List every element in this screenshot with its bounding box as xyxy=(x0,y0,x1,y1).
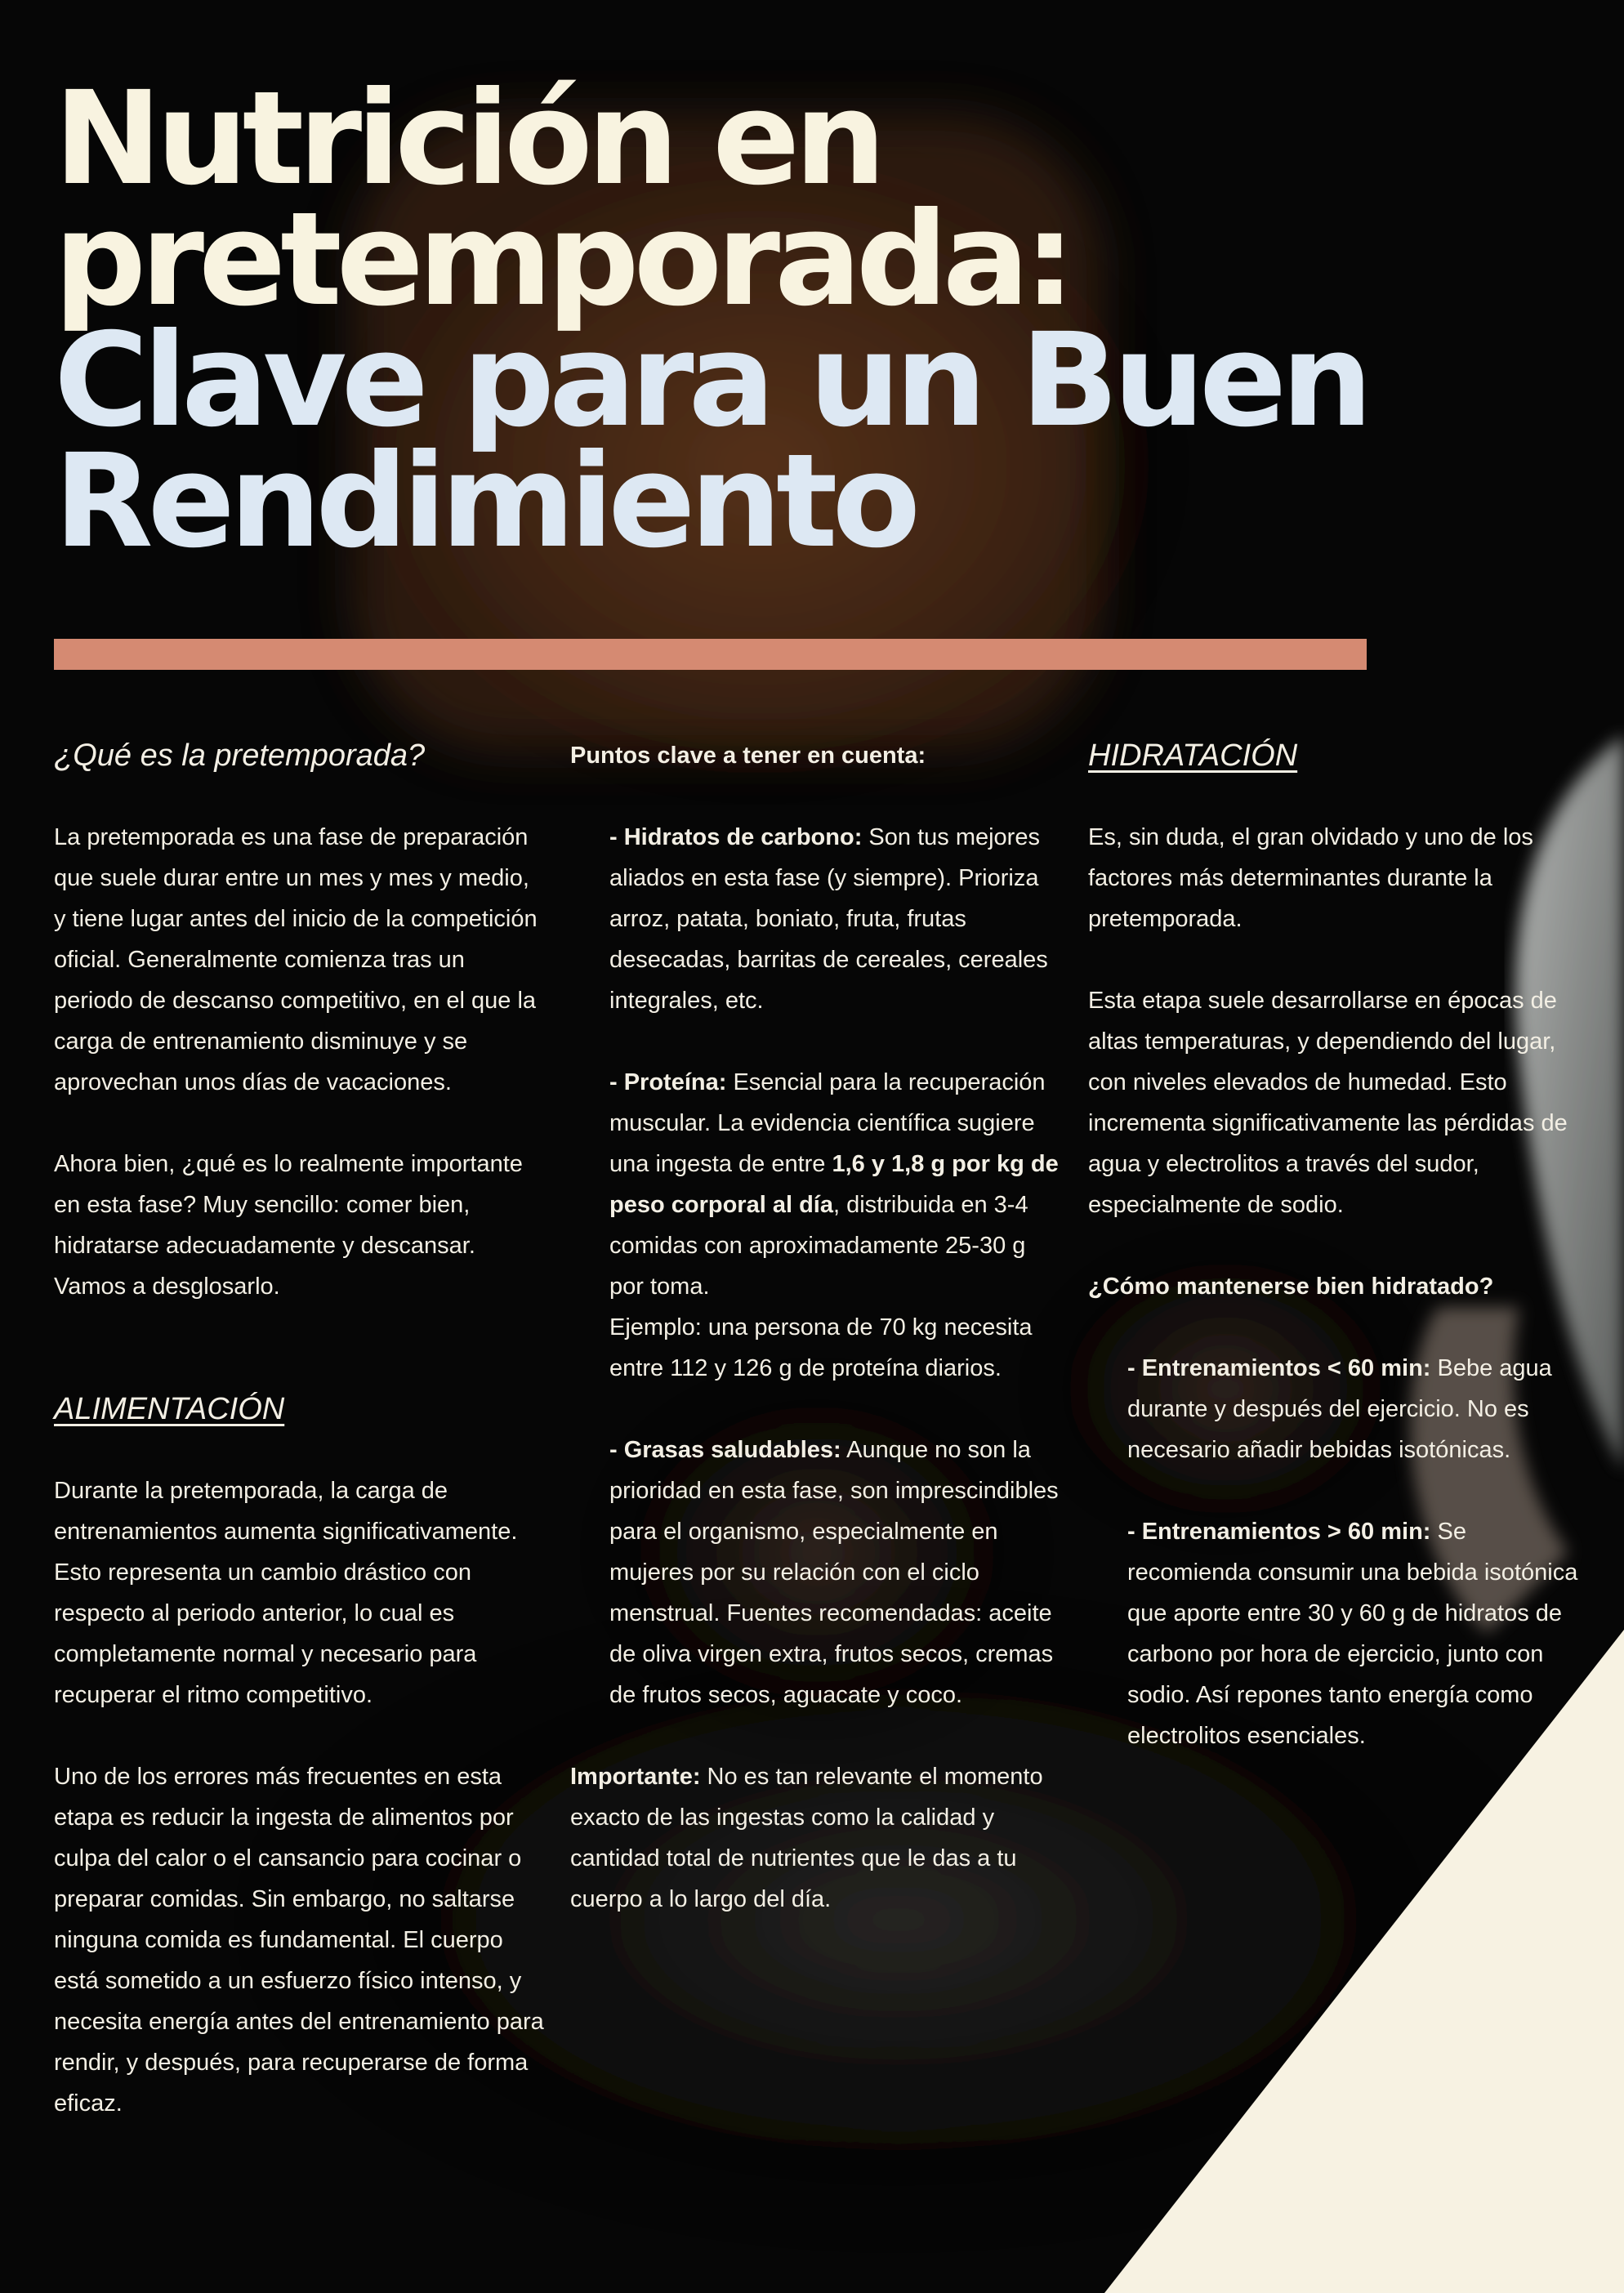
column-2 xyxy=(570,735,1060,1920)
section-heading-alimentacion: ALIMENTACIÓN xyxy=(54,1392,285,1426)
heading-key-points: Puntos clave a tener en cuenta: xyxy=(570,743,926,769)
important-note xyxy=(570,1756,1060,1920)
label-important: Importante: xyxy=(570,1764,701,1790)
subheading-hydration: ¿Cómo mantenerse bien hidratado? xyxy=(1088,1274,1494,1300)
title-line-2: Clave para un Buen Rendimiento xyxy=(54,306,1367,577)
text-carbs: Son tus mejores aliados en esta fase (y siempre). Prioriza arroz, patata, boniato, fruta, frutas desecadas, barritas de cereales, cereales integrales, etc. xyxy=(609,824,1048,1014)
title-line-1: Nutrición en pretemporada: xyxy=(54,64,1070,335)
paragraph: Ahora bien, ¿qué es lo realmente importante en esta fase? Muy sencillo: comer bien, hidratarse adecuadamente y descansar. Vamos a desglosarlo. xyxy=(54,1151,523,1300)
accent-bar xyxy=(54,639,1367,670)
section-heading-hidratacion: HIDRATACIÓN xyxy=(1088,738,1298,773)
protein-example: Ejemplo: una persona de 70 kg necesita entre 112 y 126 g de proteína diarios. xyxy=(609,1314,1033,1381)
page-title xyxy=(54,64,1524,577)
list-item-protein xyxy=(609,1062,1060,1307)
label-over-60: - Entrenamientos > 60 min: xyxy=(1127,1519,1431,1545)
paragraph: Esta etapa suele desarrollarse en épocas de altas temperaturas, y dependiendo del lugar, con niveles elevados de humedad. Esto incrementa significativamente las pérdidas de agua y electrolitos a través del sudor, especialmente de sodio. xyxy=(1088,988,1568,1218)
list-item-under-60 xyxy=(1127,1348,1586,1470)
list-item-carbs xyxy=(609,817,1060,1021)
heading-what-is-preseason: ¿Qué es la pretemporada? xyxy=(54,738,426,773)
label-protein: - Proteína: xyxy=(609,1069,727,1095)
text-protein-bold: 1,6 y 1,8 g por kg de peso corporal al día xyxy=(609,1151,1059,1218)
column-1 xyxy=(54,735,544,2124)
label-under-60: - Entrenamientos < 60 min: xyxy=(1127,1355,1431,1381)
text-protein-1: Esencial para la recuperación muscular. La evidencia científica sugiere una ingesta de entre xyxy=(609,1069,1046,1177)
column-3 xyxy=(1088,735,1586,1756)
paragraph: La pretemporada es una fase de preparación que suele durar entre un mes y mes y medio, y tiene lugar antes del inicio de la competición oficial. Generalmente comienza tras un periodo de descanso competitivo, en el que la carga de entrenamiento disminuye y se aprovechan unos días de vacaciones. xyxy=(54,824,538,1095)
list-item-over-60 xyxy=(1127,1511,1586,1756)
label-fats: - Grasas saludables: xyxy=(609,1437,841,1463)
paragraph: Durante la pretemporada, la carga de entrenamientos aumenta significativamente. Esto representa un cambio drástico con respecto al periodo anterior, lo cual es completamente normal y necesario para recuperar el ritmo competitivo. xyxy=(54,1478,518,1708)
text-over-60: Se recomienda consumir una bebida isotónica que aporte entre 30 y 60 g de hidratos de carbono por hora de ejercicio, junto con sodio. Así repones tanto energía como electrolitos esenciales. xyxy=(1127,1519,1578,1749)
paragraph: Es, sin duda, el gran olvidado y uno de los factores más determinantes durante la pretemporada. xyxy=(1088,824,1533,932)
list-item-fats xyxy=(609,1430,1060,1715)
paragraph: Uno de los errores más frecuentes en esta etapa es reducir la ingesta de alimentos por culpa del calor o el cansancio para cocinar o preparar comidas. Sin embargo, no saltarse ninguna comida es fundamental. El cuerpo está sometido a un esfuerzo físico intenso, y necesita energía antes del entrenamiento para rendir, y después, para recuperarse de forma eficaz. xyxy=(54,1764,544,2117)
text-protein-2: , distribuida en 3-4 comidas con aproximadamente 25-30 g por toma. xyxy=(609,1192,1028,1300)
label-carbs: - Hidratos de carbono: xyxy=(609,824,863,850)
text-important: No es tan relevante el momento exacto de las ingestas como la calidad y cantidad total de nutrientes que le das a tu cuerpo a lo largo del día. xyxy=(570,1764,1043,1912)
text-fats: Aunque no son la prioridad en esta fase, son imprescindibles para el organismo, especialmente en mujeres por su relación con el ciclo menstrual. Fuentes recomendadas: aceite de oliva virgen extra, frutos secos, cremas de frutos secos, aguacate y coco. xyxy=(609,1437,1059,1708)
text-under-60: Bebe agua durante y después del ejercicio. No es necesario añadir bebidas isotónicas. xyxy=(1127,1355,1552,1463)
